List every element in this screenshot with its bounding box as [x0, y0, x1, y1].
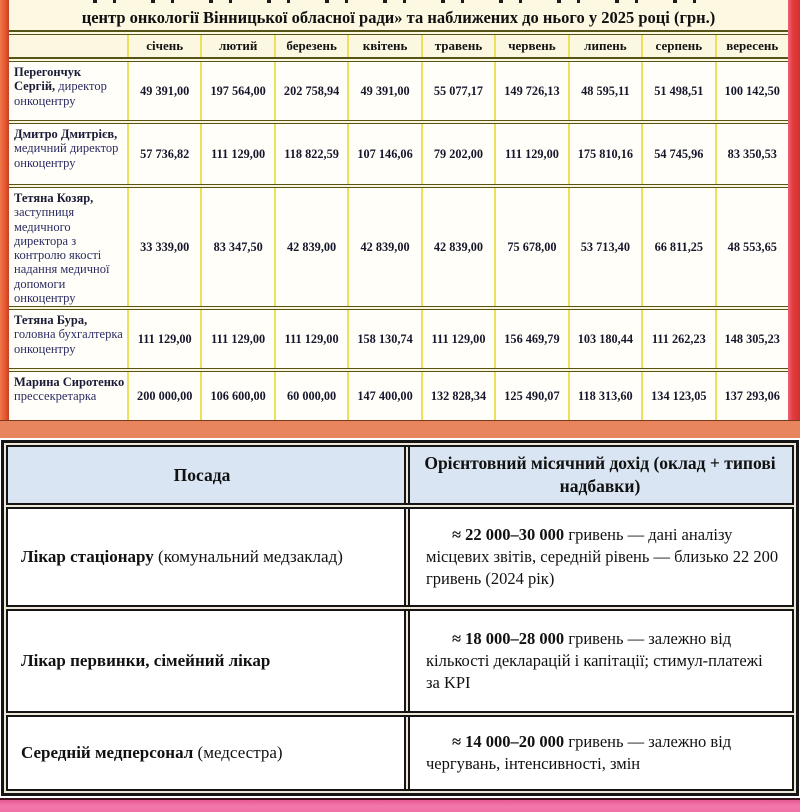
salary-value-cell: 111 129,00 — [200, 310, 273, 368]
position-cell — [8, 509, 406, 605]
salary-value-cell: 125 490,07 — [494, 372, 567, 420]
salary-row-koziar — [9, 188, 788, 306]
month-header-sep: вересень — [715, 35, 788, 57]
employee-name-cell — [9, 188, 127, 306]
income-description: гривень — залежно від чергувань, інтенсивності, змін — [426, 732, 732, 773]
position-cell — [8, 611, 406, 711]
income-table-section — [0, 440, 800, 796]
employee-name-cell — [9, 62, 127, 120]
salary-value-cell: 49 391,00 — [347, 62, 420, 120]
income-row-primary-care-doctor — [6, 609, 794, 713]
employee-name: Дмитро Дмитрієв, — [14, 127, 118, 141]
salary-value-cell: 111 129,00 — [127, 310, 200, 368]
salary-table — [9, 0, 788, 420]
month-header-may: травень — [421, 35, 494, 57]
income-cell — [408, 509, 792, 605]
month-header-apr: квітень — [347, 35, 420, 57]
salary-value-cell: 111 129,00 — [421, 310, 494, 368]
salary-value-cell: 42 839,00 — [347, 188, 420, 306]
salary-row-dmytriiev — [9, 124, 788, 184]
salary-value-cell: 111 129,00 — [274, 310, 347, 368]
salary-value-cell: 100 142,50 — [715, 62, 788, 120]
salary-value-cell: 134 123,05 — [641, 372, 714, 420]
employee-name: Тетяна Бура, — [14, 313, 88, 327]
salary-value-cell: 60 000,00 — [274, 372, 347, 420]
empty-corner-cell — [9, 35, 127, 57]
left-edge-bar — [0, 0, 9, 420]
salary-value-cell: 33 339,00 — [127, 188, 200, 306]
salary-value-cell: 48 553,65 — [715, 188, 788, 306]
salary-value-cell: 106 600,00 — [200, 372, 273, 420]
month-header-mar: березень — [274, 35, 347, 57]
position-column-header: Посада — [8, 447, 406, 503]
income-description: гривень — дані аналізу місцевих звітів, середній рівень — близько 22 200 гривень (2024 рік) — [426, 525, 779, 588]
income-row-hospital-doctor — [6, 507, 794, 607]
position-name: Лікар первинки, сімейний лікар — [21, 651, 271, 670]
month-header-jan: січень — [127, 35, 200, 57]
income-row-nursing-staff — [6, 715, 794, 791]
salary-value-cell: 147 400,00 — [347, 372, 420, 420]
salary-value-cell: 51 498,51 — [641, 62, 714, 120]
income-range: ≈ 14 000–20 000 — [452, 732, 565, 752]
employee-name: Перегончук Сергій, — [14, 65, 82, 94]
salary-value-cell: 79 202,00 — [421, 124, 494, 184]
salary-value-cell: 137 293,06 — [715, 372, 788, 420]
salary-row-perehonchuk — [9, 62, 788, 120]
salary-value-cell: 83 347,50 — [200, 188, 273, 306]
month-header-feb: лютий — [200, 35, 273, 57]
salary-value-cell: 55 077,17 — [421, 62, 494, 120]
employee-title: прессекретарка — [14, 389, 97, 404]
month-header-row — [9, 35, 788, 57]
month-header-jul: липень — [568, 35, 641, 57]
income-table-header-row — [6, 445, 794, 505]
month-header-aug: серпень — [641, 35, 714, 57]
salary-value-cell: 57 736,82 — [127, 124, 200, 184]
salary-value-cell: 53 713,40 — [568, 188, 641, 306]
salary-value-cell: 197 564,00 — [200, 62, 273, 120]
salary-value-cell: 75 678,00 — [494, 188, 567, 306]
month-header-jun: червень — [494, 35, 567, 57]
salary-value-cell: 175 810,16 — [568, 124, 641, 184]
salary-value-cell: 148 305,23 — [715, 310, 788, 368]
salary-value-cell: 149 726,13 — [494, 62, 567, 120]
salary-value-cell: 158 130,74 — [347, 310, 420, 368]
employee-title: головна бухгалтерка онкоцентру — [14, 327, 123, 356]
position-note: (комунальний медзаклад) — [153, 547, 343, 566]
income-description: гривень — залежно від кількості декларацій і капітації; стимул-платежі за KPI — [426, 629, 763, 692]
salary-row-bura — [9, 310, 788, 368]
salary-value-cell: 111 262,23 — [641, 310, 714, 368]
employee-name-cell — [9, 372, 127, 420]
salary-value-cell: 202 758,94 — [274, 62, 347, 120]
income-table — [1, 440, 799, 796]
salary-value-cell: 54 745,96 — [641, 124, 714, 184]
salary-value-cell: 111 129,00 — [200, 124, 273, 184]
section-divider-band — [0, 420, 800, 438]
salary-value-cell: 156 469,79 — [494, 310, 567, 368]
position-name: Середній медперсонал — [21, 743, 194, 762]
salary-value-cell: 66 811,25 — [641, 188, 714, 306]
income-column-header — [408, 447, 792, 503]
employee-name: Марина Сиротенко — [14, 375, 125, 389]
employee-name: Тетяна Козяр, — [14, 191, 94, 205]
salary-value-cell: 83 350,53 — [715, 124, 788, 184]
employee-name-cell — [9, 310, 127, 368]
salary-value-cell: 49 391,00 — [127, 62, 200, 120]
position-cell — [8, 717, 406, 789]
salary-value-cell: 118 822,59 — [274, 124, 347, 184]
footer-accent-bar — [0, 798, 800, 812]
right-edge-bar — [788, 0, 800, 420]
employee-title: заступниця медичного директора з контролю якості надання медичної допомоги онкоцентру — [14, 205, 110, 305]
employee-title: директор онкоцентру — [14, 79, 107, 108]
income-cell — [408, 611, 792, 711]
salary-value-cell: 200 000,00 — [127, 372, 200, 420]
income-cell — [408, 717, 792, 789]
employee-title: медичний директор онкоцентру — [14, 141, 119, 170]
income-range: ≈ 18 000–28 000 — [452, 629, 565, 649]
salary-value-cell: 111 129,00 — [494, 124, 567, 184]
salary-value-cell: 132 828,34 — [421, 372, 494, 420]
salary-value-cell: 42 839,00 — [421, 188, 494, 306]
employee-name-cell — [9, 124, 127, 184]
position-note: (медсестра) — [193, 743, 283, 762]
salary-value-cell: 48 595,11 — [568, 62, 641, 120]
income-range: ≈ 22 000–30 000 — [452, 525, 565, 545]
position-name: Лікар стаціонару — [21, 547, 154, 566]
salary-value-cell: 103 180,44 — [568, 310, 641, 368]
salary-value-cell: 42 839,00 — [274, 188, 347, 306]
salary-table-title: центр онкології Вінницької обласної ради» та наближених до нього у 2025 році (грн.) — [81, 8, 716, 27]
salary-value-cell: 107 146,06 — [347, 124, 420, 184]
salary-row-syrotenko — [9, 372, 788, 420]
income-header-text: Орієнтовний місячний дохід (оклад + типові надбавки) — [424, 452, 776, 496]
salary-value-cell: 118 313,60 — [568, 372, 641, 420]
